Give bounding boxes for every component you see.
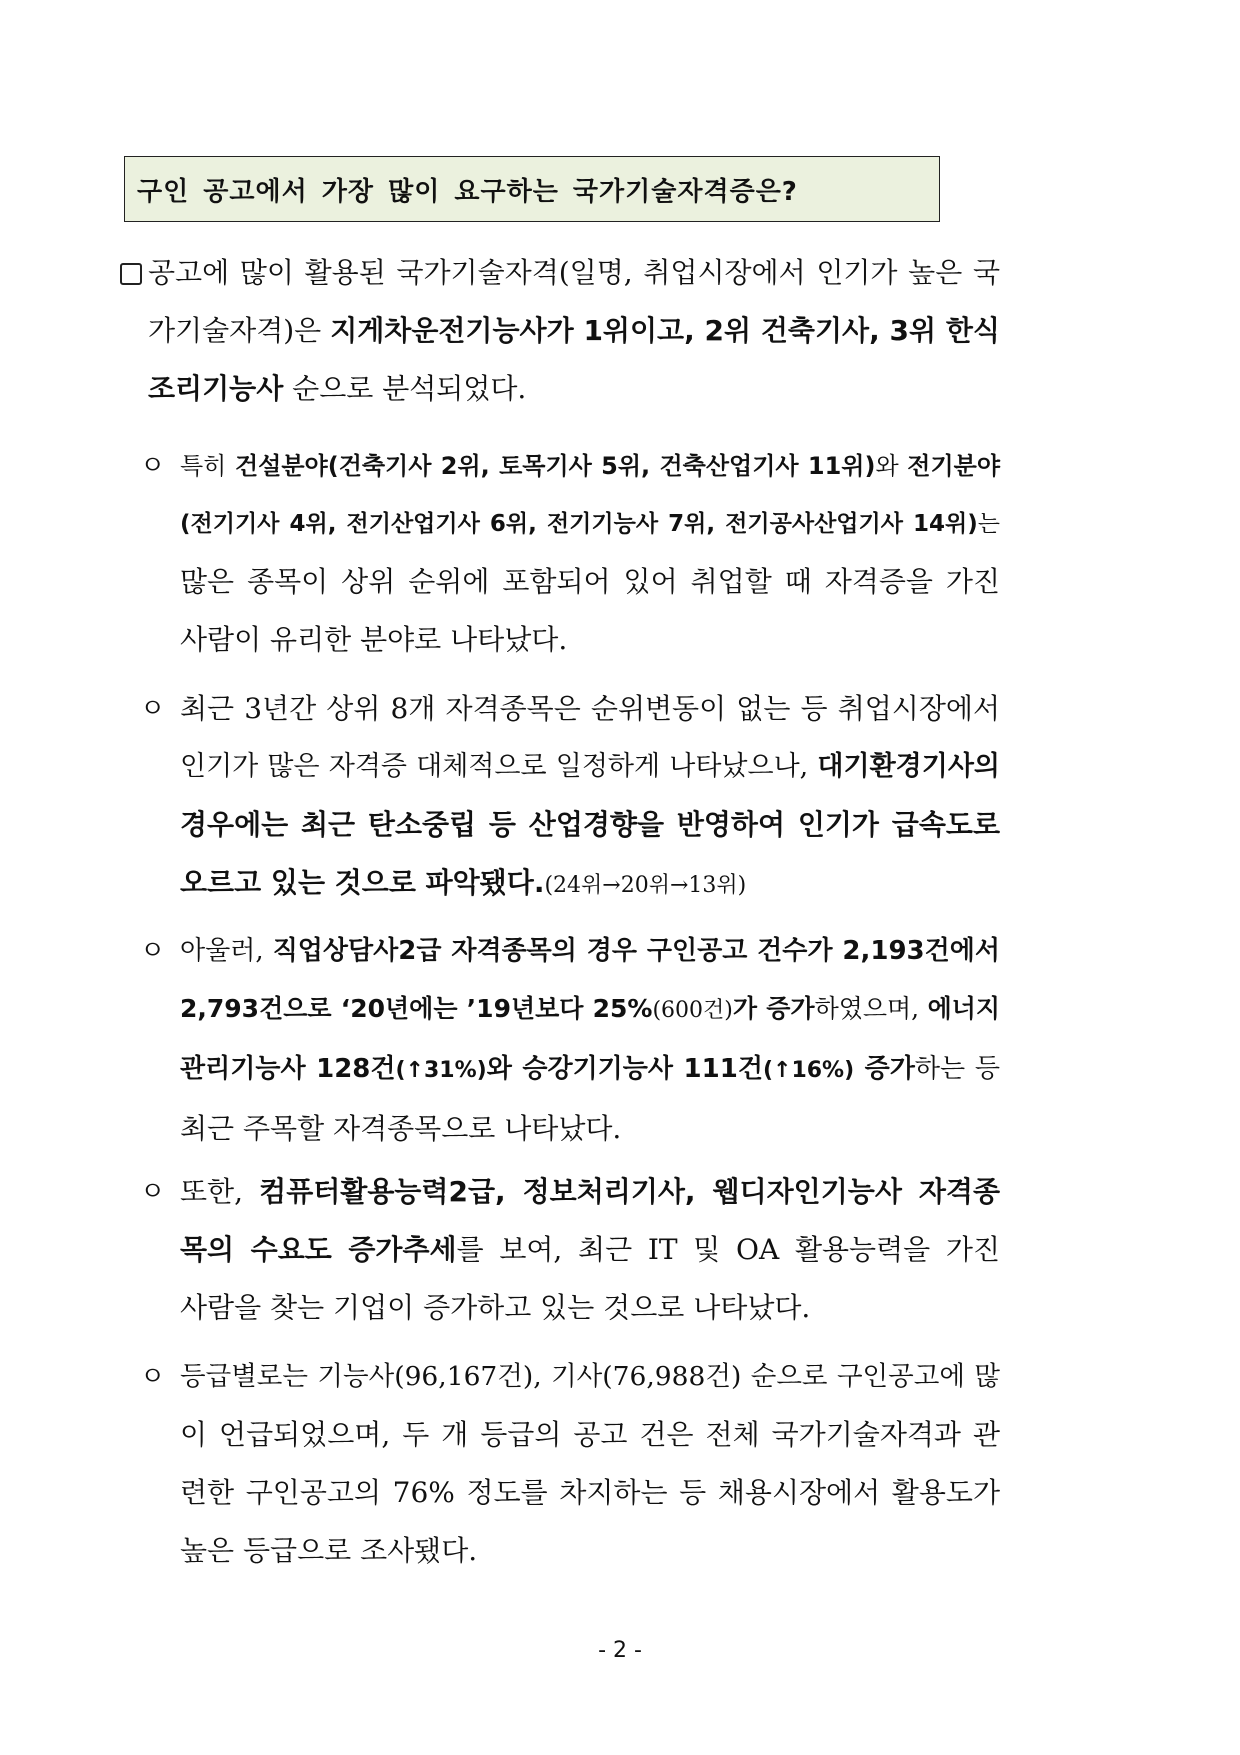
bullet-3-line-3: 관리기능사 128건(↑31%)와 승강기기능사 111건(↑16%) 증가하는 등 [180, 1054, 1000, 1084]
section-title: 구인 공고에서 가장 많이 요구하는 국가기술자격증은? [137, 176, 798, 207]
bullet-3-line-1: 아울러, 직업상담사2급 자격종목의 경우 구인공고 건수가 2,193건에서 [180, 936, 1000, 966]
bullet-5-line-2: 이 언급되었으며, 두 개 등급의 공고 건은 전체 국가기술자격과 관 [180, 1418, 1000, 1451]
bullet-1-line-3: 많은 종목이 상위 순위에 포함되어 있어 취업할 때 자격증을 가진 [180, 565, 1000, 598]
bullet-3 [140, 922, 1000, 1158]
main-point-line-3: 조리기능사 순으로 분석되었다. [148, 372, 527, 405]
bullet-5-line-4: 높은 등급으로 조사됐다. [180, 1534, 478, 1567]
bullet-1-line-2: (전기기사 4위, 전기산업기사 6위, 전기기능사 7위, 전기공사산업기사 14위)는 [180, 511, 1000, 537]
bullet-2-line-2: 인기가 많은 자격증 대체적으로 일정하게 나타났으나, 대기환경기사의 [180, 751, 1000, 782]
bullet-marker-icon: ㅇ [140, 694, 166, 724]
bullet-marker-icon: ㅇ [140, 451, 166, 481]
bullet-3-line-2: 2,793건으로 ‘20년에는 ’19년보다 25%(600건)가 증가하였으며, 에너지 [180, 994, 1001, 1023]
bullet-5-line-3: 련한 구인공고의 76% 정도를 차지하는 등 채용시장에서 활용도가 [180, 1476, 1000, 1509]
bullet-3-line-4: 최근 주목할 자격종목으로 나타났다. [180, 1112, 622, 1145]
bullet-4-line-2: 목의 수요도 증가추세를 보여, 최근 IT 및 OA 활용능력을 가진 [180, 1233, 1000, 1266]
bullet-4 [140, 1163, 1000, 1337]
bullet-4-line-1: 또한, 컴퓨터활용능력2급, 정보처리기사, 웹디자인기능사 자격종 [180, 1175, 1000, 1208]
bullet-2 [140, 680, 1000, 915]
bullet-2-line-3: 경우에는 최근 탄소중립 등 산업경향을 반영하여 인기가 급속도로 [180, 808, 1000, 841]
page-number: - 2 - [598, 1638, 642, 1663]
bullet-marker-icon: ㅇ [140, 1362, 166, 1392]
bullet-2-line-4: 오르고 있는 것으로 파악됐다.(24위→20위→13위) [180, 866, 747, 899]
bullet-2-line-1: 최근 3년간 상위 8개 자격종목은 순위변동이 없는 등 취업시장에서 [180, 692, 1000, 725]
bullet-marker-icon: ㅇ [140, 1177, 166, 1207]
main-point-line-2: 가기술자격)은 지게차운전기능사가 1위이고, 2위 건축기사, 3위 한식 [148, 314, 1000, 347]
bullet-4-line-3: 사람을 찾는 기업이 증가하고 있는 것으로 나타났다. [180, 1291, 811, 1324]
checkbox-marker-icon [120, 244, 142, 302]
main-point-line-1: 공고에 많이 활용된 국가기술자격(일명, 취업시장에서 인기가 높은 국 [148, 256, 1000, 289]
bullet-1 [140, 437, 1000, 669]
bullet-1-line-4: 사람이 유리한 분야로 나타났다. [180, 623, 568, 656]
main-point [120, 244, 1000, 418]
section-title-box [124, 156, 940, 222]
bullet-marker-icon: ㅇ [140, 936, 166, 966]
bullet-1-line-1: 특히 건설분야(건축기사 2위, 토목기사 5위, 건축산업기사 11위)와 전기분야 [180, 452, 1001, 480]
bullet-5-line-1: 등급별로는 기능사(96,167건), 기사(76,988건) 순으로 구인공고에 많 [180, 1361, 1000, 1392]
bullet-5 [140, 1348, 1000, 1580]
